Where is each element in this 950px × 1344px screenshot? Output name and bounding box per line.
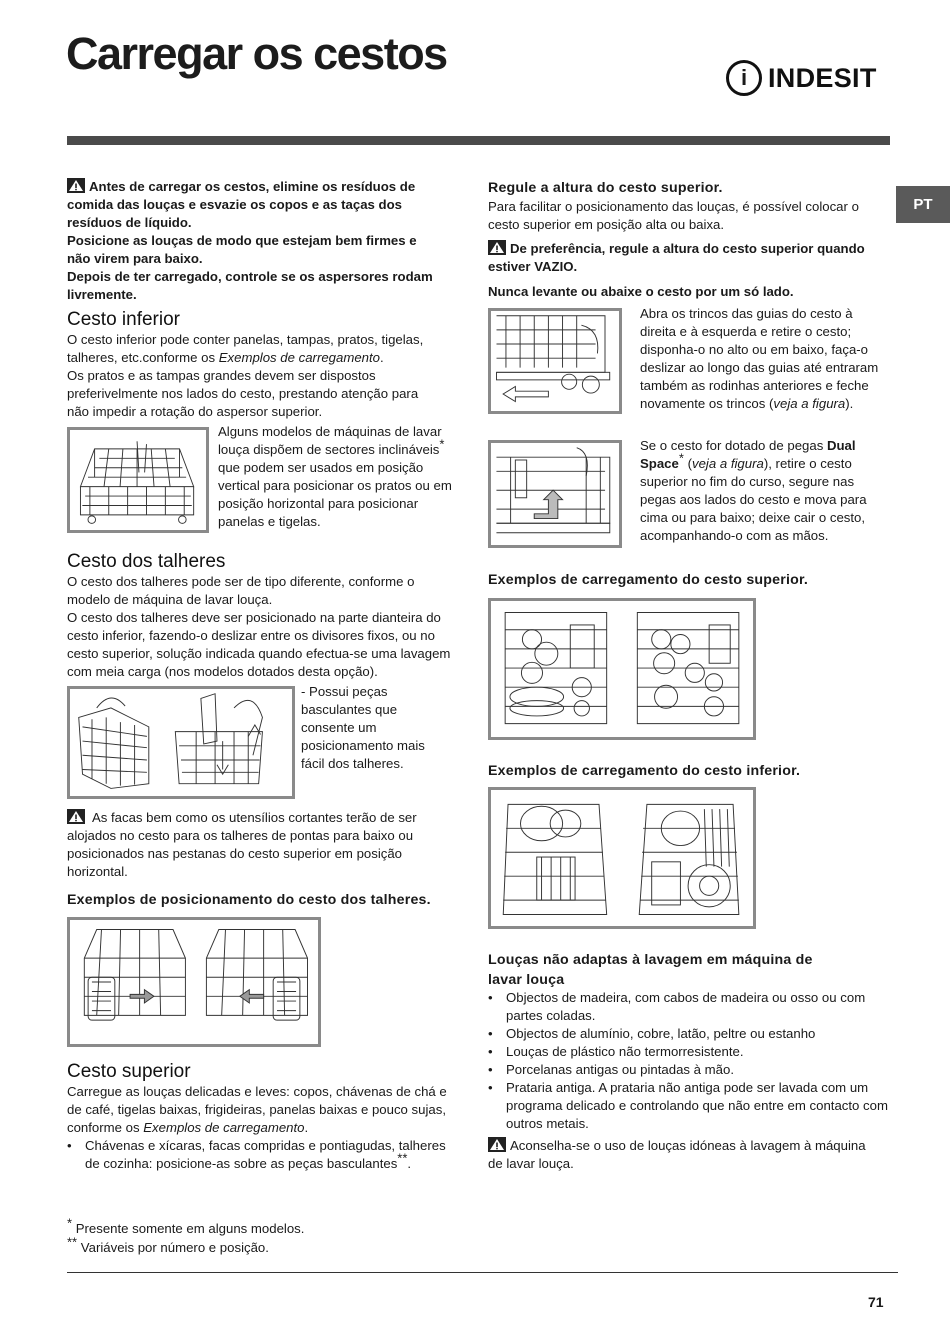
footnote-star: * (67, 1215, 73, 1231)
figure-upper-loading (488, 598, 756, 740)
cutlery-positioning-drawing (70, 920, 318, 1044)
sectores-text-b: que podem ser usados em posição vertical para posicionar os pratos ou em posição horizontal para posicionar panelas e tigelas. (218, 460, 452, 529)
basket-latch-drawing (491, 311, 619, 411)
talheres-p2: O cesto dos talheres deve ser posicionado na parte dianteira do cesto inferior, fazendo-o deslizar entre os divisores fixos, ou no cesto superior, solução indicada quando efectua-se uma lavagem com meia carga (nos modelos dotados desta opção). (67, 610, 451, 679)
list-item: • Porcelanas antigas ou pintadas à mão. (506, 1061, 891, 1079)
sectores-text-a: Alguns modelos de máquinas de lavar louça dispõem de sectores inclináveis (218, 424, 442, 457)
dual-star: * (678, 450, 684, 466)
nunca-text: Nunca levante ou abaixe o cesto por um só lado. (488, 284, 794, 299)
sectores-text (218, 423, 458, 531)
figure-dual-space (488, 440, 622, 548)
trincos-text-end: ). (845, 396, 854, 411)
inferior-p1: O cesto inferior pode conter panelas, tampas, pratos, tigelas, talheres, etc.conforme os (67, 332, 424, 365)
header-divider (67, 136, 890, 145)
indesit-logo-icon: i (726, 60, 762, 96)
superior-bullet-end: . (407, 1156, 412, 1171)
dual-space-label: Dual Space (640, 438, 856, 471)
cutlery-basket-drawing (70, 689, 292, 796)
page-title: Carregar os cestos (66, 28, 447, 79)
brand-logo (726, 60, 877, 96)
figure-basket-latch (488, 308, 622, 414)
warning-after-text: Depois de ter carregado, controle se os aspersores rodam livremente. (67, 269, 433, 302)
warning-icon (67, 178, 85, 193)
altura-warning-text: De preferência, regule a altura do cesto superior quando estiver VAZIO. (488, 241, 865, 274)
warning-intro-text: Antes de carregar os cestos, elimine os resíduos de comida das louças e esvazie os copos e as taças dos resíduos de líquido. (67, 179, 416, 230)
veja-figura-link: veja a figura (773, 396, 846, 411)
warning-position-text: Posicione as louças de modo que estejam bem firmes e não virem para baixo. (67, 233, 417, 266)
dual-space-drawing (491, 443, 619, 545)
footnote-1-text: Presente somente em alguns modelos. (72, 1221, 305, 1236)
superior-bullets (67, 1137, 457, 1173)
figure-cutlery-positioning (67, 917, 321, 1047)
final-warning-text: Aconselha-se o uso de louças idóneas à lavagem à máquina de lavar louça. (488, 1138, 866, 1171)
dual-space-text (640, 437, 880, 545)
footnote-1 (67, 1215, 305, 1238)
dual-text-c: ), retire o cesto superior no fim do curso, segure nas pegas aos lados do cesto e mova para cima ou para baixo; deixe cair o cesto, acompanhando-o com as mãos. (640, 456, 867, 543)
inferior-p2: Os pratos e as tampas grandes devem ser dispostos preferivelmente nos lados do cesto, prestando atenção para não impedir a rotação do aspersor superior. (67, 368, 419, 419)
nao-adaptas-list (488, 989, 891, 1133)
figure-lower-loading (488, 787, 756, 929)
lower-basket-drawing (70, 430, 206, 530)
list-item: • Louças de plástico não termorresistente. (506, 1043, 891, 1061)
page-number: 71 (868, 1294, 884, 1310)
superior-p1: Carregue as louças delicadas e leves: copos, chávenas de chá e de café, tigelas baixas, frigideiras, panelas baixas e pouco sujas, conforme os (67, 1084, 447, 1135)
warning-icon (67, 809, 85, 824)
heading-cesto-inferior: Cesto inferior (67, 309, 180, 330)
altura-text: Para facilitar o posicionamento das louças, é possível colocar o cesto superior em posição alta ou baixa. (488, 199, 859, 232)
brand-name: INDESIT (768, 62, 877, 93)
footnote-2 (67, 1234, 269, 1257)
list-item: • Prataria antiga. A prataria não antiga pode ser lavada com um programa delicado e controlando que não entre em contacto com outros metais. (506, 1079, 891, 1133)
list-item (85, 1137, 457, 1173)
facas-warning-text: As facas bem como os utensílios cortantes terão de ser alojados no cesto para os talheres de pontas para baixo ou posicionados nas pestanas do cesto superior em posição horizontal. (67, 810, 417, 879)
veja-figura-link: veja a figura (691, 456, 764, 471)
trincos-text (640, 305, 880, 413)
cesto-inferior-text (67, 331, 442, 421)
lower-loading-drawing (491, 790, 753, 926)
superior-bullet-text: Chávenas e xícaras, facas compridas e pontiagudas, talheres de cozinha: posicione-as sobre as peças basculantes (85, 1138, 446, 1171)
heading-exemplos-talheres: Exemplos de posicionamento do cesto dos talheres. (67, 892, 431, 908)
language-tab: PT (896, 186, 950, 223)
list-item: • Objectos de madeira, com cabos de madeira ou osso ou com partes coladas. (506, 989, 891, 1025)
dual-text-a: Se o cesto for dotado de pegas (640, 438, 827, 453)
heading-cesto-talheres: Cesto dos talheres (67, 551, 226, 572)
talheres-p1: O cesto dos talheres pode ser de tipo diferente, conforme o modelo de máquina de lavar louça. (67, 574, 415, 607)
list-item: • Objectos de alumínio, cobre, latão, peltre ou estanho (506, 1025, 891, 1043)
basculantes-text: - Possui peças basculantes que consente um posicionamento mais fácil dos talheres. (301, 684, 425, 771)
altura-warning (488, 240, 880, 276)
double-star: ** (397, 1150, 408, 1166)
heading-loucas-nao-adaptas: Louças não adaptas à lavagem em máquina de lavar louça (488, 952, 813, 988)
warning-icon (488, 240, 506, 255)
inferior-p1-end: . (380, 350, 384, 365)
dual-text-b: ( (683, 456, 692, 471)
heading-exemplos-inferior: Exemplos de carregamento do cesto inferior. (488, 763, 801, 779)
sectores-star: * (439, 436, 445, 452)
superior-p1-end: . (304, 1120, 309, 1135)
trincos-text-a: Abra os trincos das guias do cesto à direita e à esquerda e retire o cesto; disponha-o no alto ou em baixo, faça-o deslizar ao longo das guias até entraram também as rodinhas anteriores e feche novamente os trincos ( (640, 306, 879, 411)
facas-warning (67, 809, 442, 881)
exemplos-link: Exemplos de carregamento (218, 350, 380, 365)
figure-lower-basket (67, 427, 209, 533)
upper-loading-drawing (491, 601, 753, 737)
footnote-double-star: ** (67, 1234, 78, 1250)
figure-cutlery-basket (67, 686, 295, 799)
footer-divider (67, 1272, 898, 1273)
intro-warning (67, 178, 437, 304)
final-warning (488, 1137, 880, 1173)
cesto-superior-text (67, 1083, 457, 1173)
heading-cesto-superior: Cesto superior (67, 1061, 191, 1082)
heading-exemplos-superior: Exemplos de carregamento do cesto superior. (488, 572, 809, 588)
heading-regule-altura: Regule a altura do cesto superior. (488, 180, 723, 196)
warning-icon (488, 1137, 506, 1152)
cesto-talheres-text (67, 573, 452, 681)
exemplos-link: Exemplos de carregamento (143, 1120, 305, 1135)
footnote-2-text: Variáveis por número e posição. (77, 1240, 269, 1255)
